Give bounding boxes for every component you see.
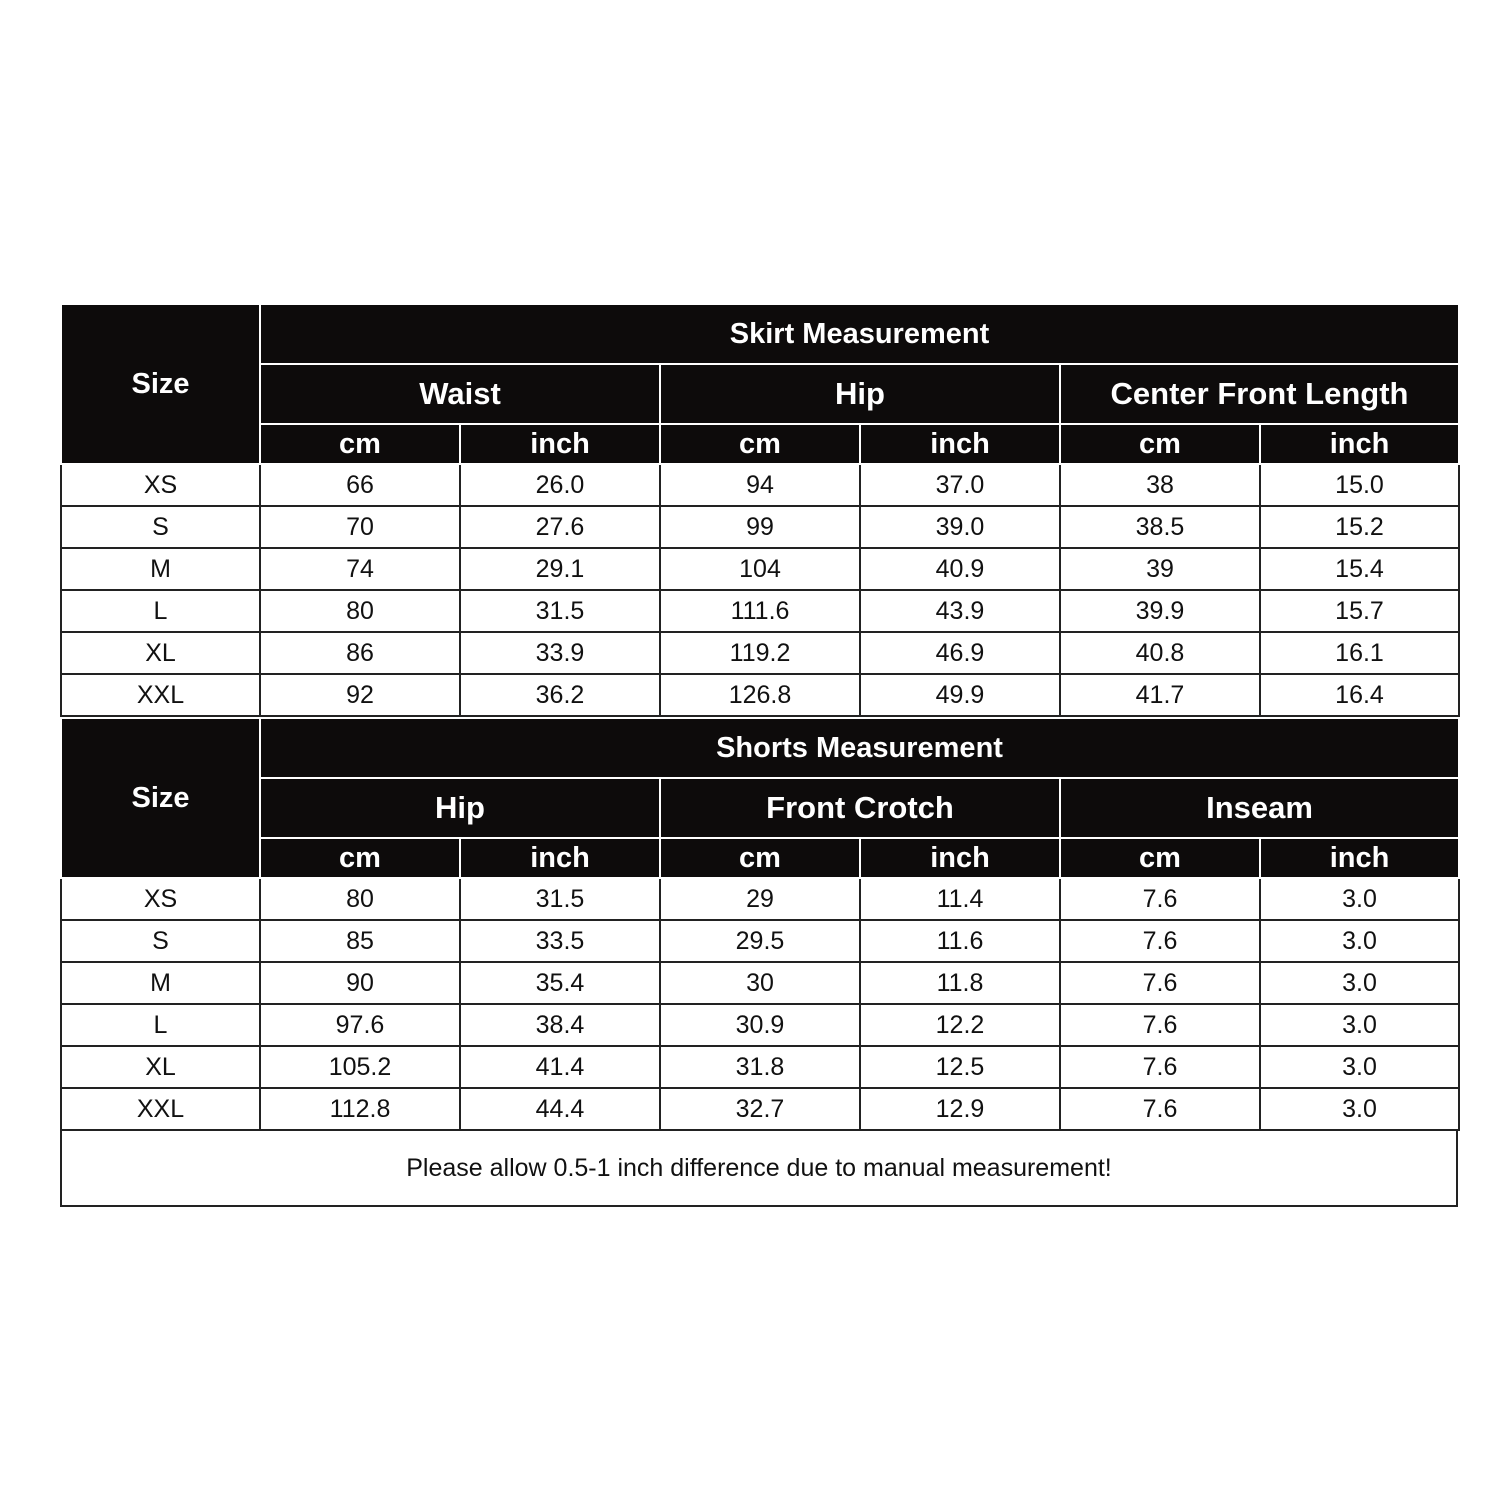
unit-header: inch [860, 424, 1060, 464]
value-cell: 3.0 [1260, 1046, 1459, 1088]
unit-header: cm [1060, 838, 1260, 878]
value-cell: 3.0 [1260, 920, 1459, 962]
value-cell: 15.2 [1260, 506, 1459, 548]
value-cell: 3.0 [1260, 962, 1459, 1004]
value-cell: 41.4 [460, 1046, 660, 1088]
value-cell: 66 [260, 464, 460, 506]
table-row [61, 590, 1459, 632]
size-cell: XS [61, 464, 260, 506]
value-cell: 29 [660, 878, 860, 920]
size-header: Size [61, 304, 260, 464]
value-cell: 74 [260, 548, 460, 590]
size-header: Size [61, 718, 260, 878]
shorts-measurement-table [60, 717, 1460, 1131]
skirt-measurement-table [60, 303, 1460, 717]
value-cell: 49.9 [860, 674, 1060, 716]
unit-header: cm [260, 838, 460, 878]
unit-header: inch [1260, 838, 1459, 878]
group-header: Hip [260, 778, 660, 838]
value-cell: 38.4 [460, 1004, 660, 1046]
value-cell: 15.7 [1260, 590, 1459, 632]
value-cell: 39 [1060, 548, 1260, 590]
value-cell: 41.7 [1060, 674, 1260, 716]
table-row [61, 878, 1459, 920]
size-cell: XS [61, 878, 260, 920]
value-cell: 36.2 [460, 674, 660, 716]
value-cell: 80 [260, 590, 460, 632]
size-cell: L [61, 1004, 260, 1046]
unit-header: cm [1060, 424, 1260, 464]
table-row [61, 1046, 1459, 1088]
group-header: Center Front Length [1060, 364, 1459, 424]
value-cell: 40.8 [1060, 632, 1260, 674]
value-cell: 7.6 [1060, 1004, 1260, 1046]
value-cell: 26.0 [460, 464, 660, 506]
value-cell: 32.7 [660, 1088, 860, 1130]
group-header: Inseam [1060, 778, 1459, 838]
value-cell: 39.9 [1060, 590, 1260, 632]
value-cell: 99 [660, 506, 860, 548]
value-cell: 35.4 [460, 962, 660, 1004]
size-cell: S [61, 920, 260, 962]
value-cell: 16.4 [1260, 674, 1459, 716]
value-cell: 12.9 [860, 1088, 1060, 1130]
value-cell: 85 [260, 920, 460, 962]
unit-header: cm [660, 838, 860, 878]
table-row [61, 548, 1459, 590]
value-cell: 33.5 [460, 920, 660, 962]
value-cell: 12.5 [860, 1046, 1060, 1088]
size-cell: XL [61, 632, 260, 674]
table-row [61, 674, 1459, 716]
size-cell: M [61, 548, 260, 590]
group-header: Hip [660, 364, 1060, 424]
value-cell: 44.4 [460, 1088, 660, 1130]
unit-header: cm [260, 424, 460, 464]
value-cell: 112.8 [260, 1088, 460, 1130]
value-cell: 80 [260, 878, 460, 920]
value-cell: 29.1 [460, 548, 660, 590]
value-cell: 27.6 [460, 506, 660, 548]
value-cell: 46.9 [860, 632, 1060, 674]
group-header: Front Crotch [660, 778, 1060, 838]
value-cell: 15.4 [1260, 548, 1459, 590]
size-cell: XXL [61, 1088, 260, 1130]
table-row [61, 506, 1459, 548]
table-row [61, 962, 1459, 1004]
value-cell: 37.0 [860, 464, 1060, 506]
value-cell: 119.2 [660, 632, 860, 674]
unit-header: cm [660, 424, 860, 464]
value-cell: 33.9 [460, 632, 660, 674]
value-cell: 94 [660, 464, 860, 506]
value-cell: 12.2 [860, 1004, 1060, 1046]
value-cell: 86 [260, 632, 460, 674]
value-cell: 126.8 [660, 674, 860, 716]
table-row [61, 920, 1459, 962]
value-cell: 31.5 [460, 590, 660, 632]
unit-header: inch [1260, 424, 1459, 464]
value-cell: 30 [660, 962, 860, 1004]
size-cell: S [61, 506, 260, 548]
value-cell: 70 [260, 506, 460, 548]
value-cell: 31.5 [460, 878, 660, 920]
value-cell: 29.5 [660, 920, 860, 962]
unit-header: inch [460, 424, 660, 464]
value-cell: 11.8 [860, 962, 1060, 1004]
skirt-rows [61, 464, 1459, 716]
value-cell: 31.8 [660, 1046, 860, 1088]
value-cell: 11.4 [860, 878, 1060, 920]
value-cell: 38.5 [1060, 506, 1260, 548]
unit-header: inch [860, 838, 1060, 878]
table-title: Shorts Measurement [260, 718, 1459, 778]
value-cell: 40.9 [860, 548, 1060, 590]
value-cell: 7.6 [1060, 962, 1260, 1004]
value-cell: 3.0 [1260, 878, 1459, 920]
value-cell: 39.0 [860, 506, 1060, 548]
value-cell: 90 [260, 962, 460, 1004]
shorts-rows [61, 878, 1459, 1130]
value-cell: 7.6 [1060, 920, 1260, 962]
group-header: Waist [260, 364, 660, 424]
value-cell: 7.6 [1060, 878, 1260, 920]
value-cell: 105.2 [260, 1046, 460, 1088]
table-title: Skirt Measurement [260, 304, 1459, 364]
unit-header: inch [460, 838, 660, 878]
measurement-note: Please allow 0.5-1 inch difference due to manual measurement! [60, 1131, 1458, 1207]
value-cell: 11.6 [860, 920, 1060, 962]
size-cell: M [61, 962, 260, 1004]
value-cell: 92 [260, 674, 460, 716]
table-row [61, 632, 1459, 674]
value-cell: 3.0 [1260, 1004, 1459, 1046]
size-cell: XL [61, 1046, 260, 1088]
value-cell: 16.1 [1260, 632, 1459, 674]
value-cell: 97.6 [260, 1004, 460, 1046]
value-cell: 111.6 [660, 590, 860, 632]
table-row [61, 1088, 1459, 1130]
value-cell: 104 [660, 548, 860, 590]
value-cell: 3.0 [1260, 1088, 1459, 1130]
value-cell: 15.0 [1260, 464, 1459, 506]
value-cell: 43.9 [860, 590, 1060, 632]
size-cell: XXL [61, 674, 260, 716]
table-row [61, 464, 1459, 506]
value-cell: 30.9 [660, 1004, 860, 1046]
value-cell: 7.6 [1060, 1046, 1260, 1088]
value-cell: 38 [1060, 464, 1260, 506]
size-chart [60, 303, 1458, 1207]
value-cell: 7.6 [1060, 1088, 1260, 1130]
size-cell: L [61, 590, 260, 632]
table-row [61, 1004, 1459, 1046]
